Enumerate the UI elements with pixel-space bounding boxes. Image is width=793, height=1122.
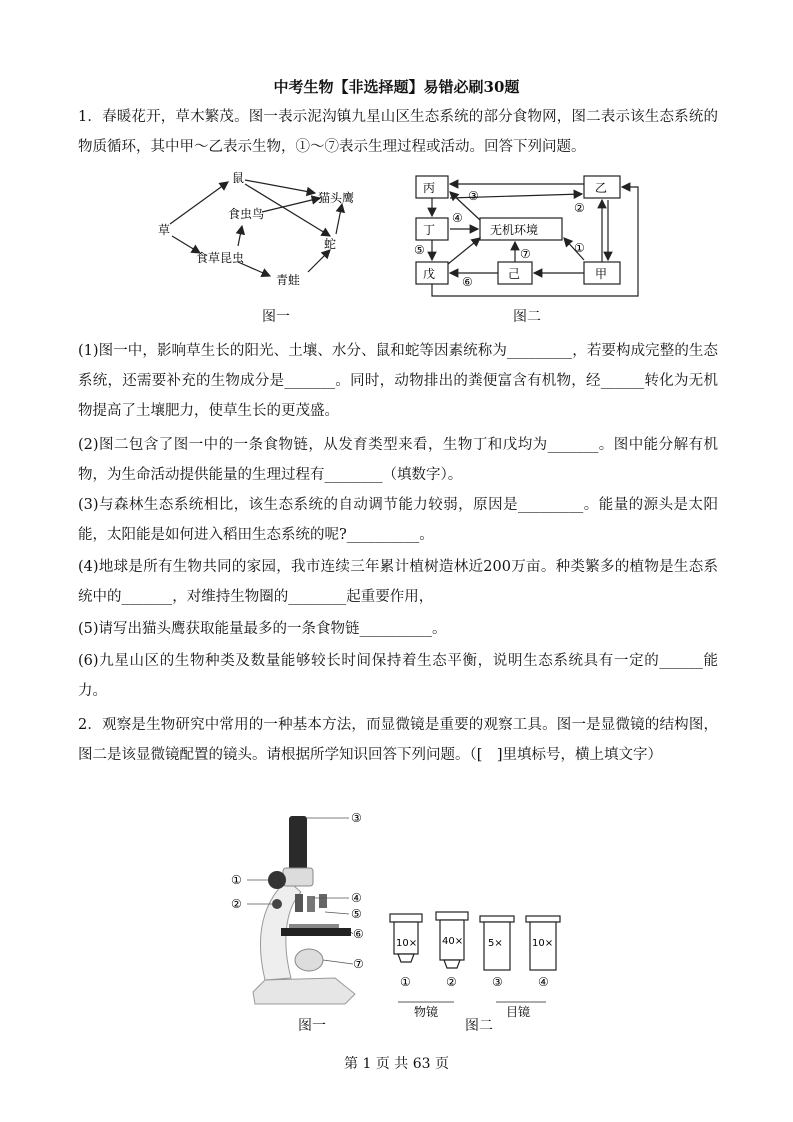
lens-fig2-caption: 图二 (465, 1018, 493, 1034)
lens-label-3: 5× (488, 938, 503, 949)
lens-label-4: 10× (532, 938, 554, 949)
eyepiece-label: 目镜 (506, 1005, 531, 1019)
scope-mark-4: ④ (351, 891, 362, 905)
scope-mark-5: ⑤ (351, 907, 362, 921)
lens-diagram (384, 910, 564, 1022)
mark-6: ⑥ (462, 275, 473, 289)
mark-5: ⑤ (414, 243, 425, 257)
node-ding: 丁 (423, 223, 436, 237)
q1-sub2: (2)图二包含了图一中的一条食物链，从发育类型来看，生物丁和戊均为_______。图中能分解有机物，为生命活动提供能量的生理过程有________（填数字）。 (78, 437, 718, 483)
scope-mark-1: ① (231, 873, 242, 887)
node-bird: 食虫鸟 (228, 207, 265, 221)
lens-mark-3: ③ (492, 975, 503, 989)
node-wu: 戊 (423, 267, 436, 281)
node-insect: 食草昆虫 (196, 251, 245, 265)
node-bing: 丙 (423, 181, 436, 195)
q1-sub4: (4)地球是所有生物共同的家园，我市连续三年累计植树造林近200万亩。种类繁多的植物是生态系统中的_______，对维持生物圈的________起重要作用， (78, 559, 718, 605)
mark-3: ③ (468, 189, 479, 203)
lens-mark-1: ① (400, 975, 411, 989)
mark-7: ⑦ (520, 247, 531, 261)
question-1-stem: 1．春暖花开，草木繁茂。图一表示泥沟镇九星山区生态系统的部分食物网，图二表示该生态系统的物质循环，其中甲～乙表示生物，①～⑦表示生理过程或活动。回答下列问题。 (78, 109, 718, 155)
node-env: 无机环境 (490, 223, 539, 237)
page-footer: 第 1 页 共 63 页 (344, 1056, 449, 1072)
node-grass: 草 (158, 223, 171, 237)
lens-label-1: 10× (396, 938, 418, 949)
mark-2: ② (574, 201, 585, 215)
node-snake: 蛇 (324, 237, 337, 251)
microscope-diagram (225, 808, 375, 1013)
question-2-stem: 2．观察是生物研究中常用的一种基本方法，而显微镜是重要的观察工具。图一是显微镜的结构图，图二是该显微镜配置的镜头。请根据所学知识回答下列问题。（[ ]里填标号，横上填文字） (78, 717, 718, 763)
node-jia: 甲 (595, 267, 608, 281)
scope-fig1-caption: 图一 (298, 1018, 326, 1034)
q1-sub5: (5)请写出猫头鹰获取能量最多的一条食物链__________。 (78, 621, 447, 637)
objective-label: 物镜 (414, 1005, 439, 1019)
node-owl: 猫头鹰 (318, 191, 355, 205)
q1-sub1: (1)图一中，影响草生长的阳光、土壤、水分、鼠和蛇等因素统称为_________，若要构成完整的生态系统，还需要补充的生物成分是_______。同时，动物排出的粪便富含有机物，经______转化为无机物提高了土壤肥力，使草生长的更茂盛。 (78, 343, 718, 419)
page-title: 中考生物【非选择题】易错必刷30题 (273, 78, 520, 96)
mark-4: ④ (452, 211, 463, 225)
lens-mark-2: ② (446, 975, 457, 989)
material-cycle-diagram (398, 172, 646, 300)
node-ji: 己 (508, 267, 521, 281)
q1-sub3: (3)与森林生态系统相比，该生态系统的自动调节能力较弱，原因是_________。能量的源头是太阳能，太阳能是如何进入稻田生态系统的呢?__________。 (78, 497, 718, 543)
fig1-caption: 图一 (262, 309, 290, 325)
scope-mark-6: ⑥ (353, 927, 364, 941)
lens-label-2: 40× (442, 936, 464, 947)
lens-mark-4: ④ (538, 975, 549, 989)
scope-mark-3: ③ (351, 811, 362, 825)
node-yi: 乙 (595, 181, 608, 195)
fig2-caption: 图二 (513, 309, 541, 325)
node-frog: 青蛙 (276, 273, 301, 287)
scope-mark-2: ② (231, 897, 242, 911)
scope-mark-7: ⑦ (353, 957, 364, 971)
mark-1: ① (574, 241, 585, 255)
q1-sub6: (6)九星山区的生物种类及数量能够较长时间保持着生态平衡，说明生态系统具有一定的______能力。 (78, 653, 718, 699)
node-mouse: 鼠 (232, 171, 245, 185)
food-web-diagram (150, 168, 380, 293)
